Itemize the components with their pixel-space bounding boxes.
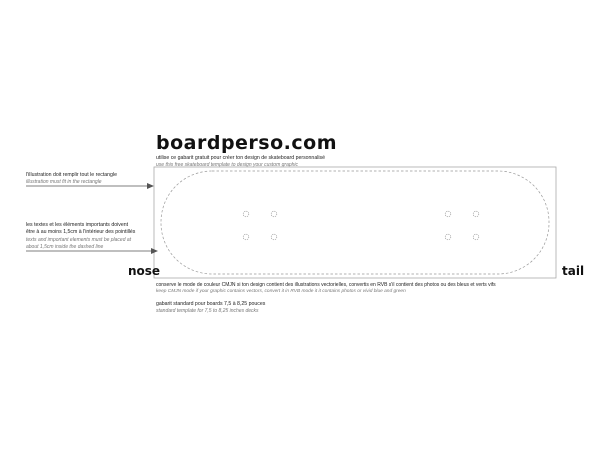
mounting-hole: [271, 211, 277, 217]
header-instruction-fr: utilise ce gabarit gratuit pour créer ton design de skateboard personnalisé: [156, 155, 325, 161]
print-rectangle: [154, 167, 556, 278]
mounting-holes-tail: [445, 211, 479, 240]
color-mode-note-fr: conserve le mode de couleur CMJN si ton design contient des illustrations vectorielles, convertis en RVB s'il contient des photos ou des bleus et verts vifs: [156, 282, 496, 288]
note-rectangle-fr: l'illustration doit remplir tout le rectangle: [26, 172, 117, 178]
color-mode-note-en: keep CMJN mode if your graphic contains vectors, convert it in RVB mode it it contains photos or vivid blue and green: [156, 289, 406, 294]
note-safe-zone-en-line2: about 1,5cm inside the dashed line: [26, 244, 104, 250]
mounting-hole: [243, 234, 249, 240]
mounting-hole: [473, 211, 479, 217]
tail-label: tail: [562, 264, 585, 278]
note-safe-zone-fr-line1: les textes et les éléments importants doivent: [26, 222, 129, 228]
mounting-hole: [445, 234, 451, 240]
arrow-to-rectangle-head: [147, 183, 154, 189]
mounting-holes-nose: [243, 211, 277, 240]
size-note-en: standard template for 7,5 to 8,25 inches decks: [156, 308, 259, 314]
mounting-hole: [243, 211, 249, 217]
deck-dashed-outline: [161, 171, 549, 274]
note-safe-zone-en-line1: texts and important elements must be placed at: [26, 237, 132, 243]
arrow-to-dashed-head: [151, 248, 158, 254]
mounting-hole: [271, 234, 277, 240]
nose-label: nose: [128, 264, 161, 278]
mounting-hole: [445, 211, 451, 217]
brand-logo: boardperso.com: [156, 132, 337, 154]
note-safe-zone-fr-line2: être à au moins 1,5cm à l'intérieur des pointillés: [26, 229, 136, 235]
header-instruction-en: use this free skateboard template to design your custom graphic: [156, 162, 299, 168]
mounting-hole: [473, 234, 479, 240]
size-note-fr: gabarit standard pour boards 7,5 à 8,25 pouces: [156, 301, 266, 307]
note-rectangle-en: illustration must fit in the rectangle: [26, 179, 102, 185]
